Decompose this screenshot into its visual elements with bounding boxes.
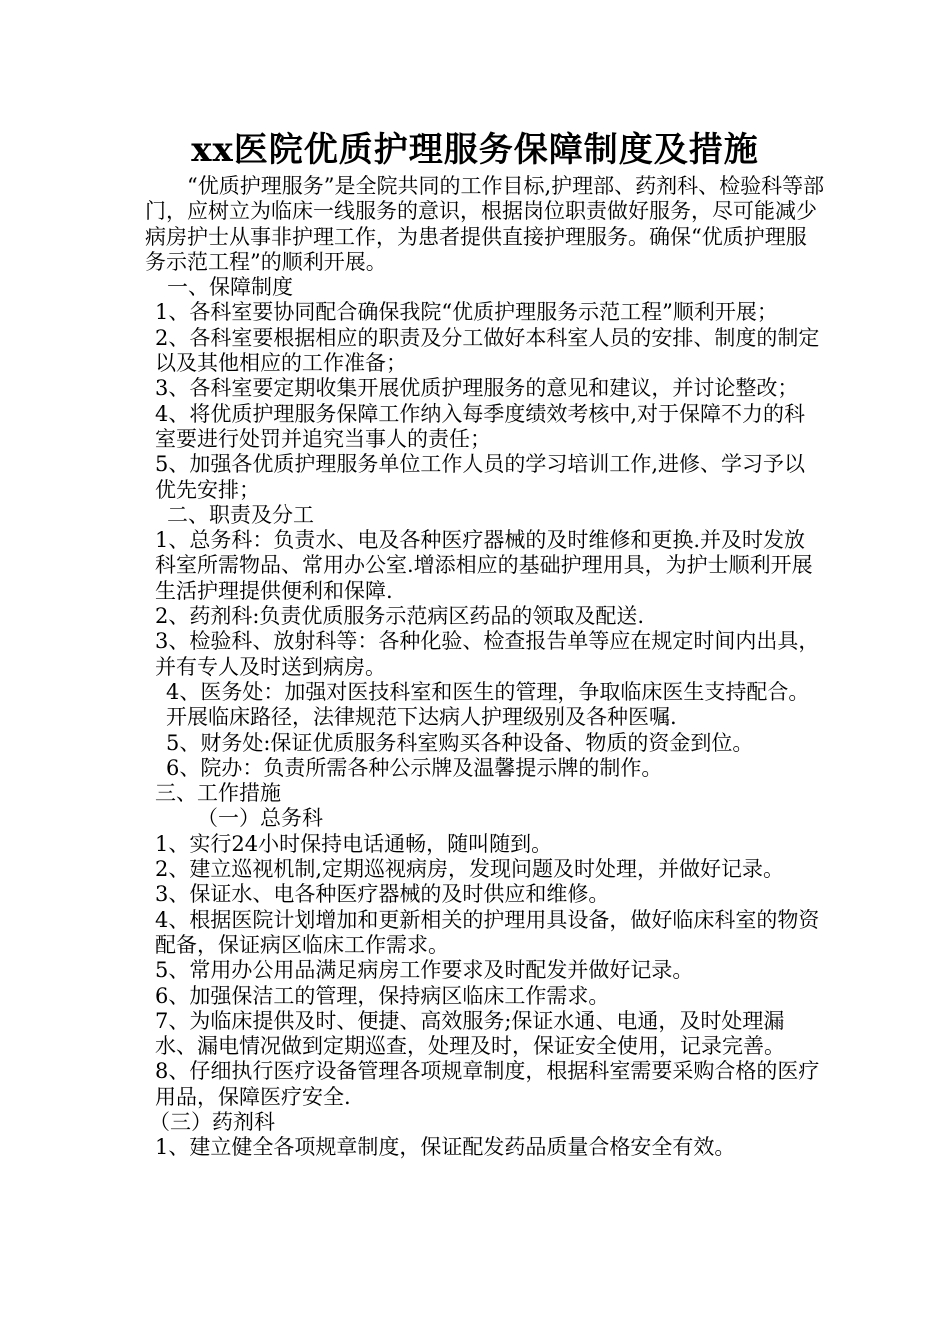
sub1-item: 4、根据医院计划增加和更新相关的护理用具设备，做好临床科室的物资配备，保证病区临床工作需求。: [155, 907, 820, 957]
sub1-item: 1、实行24小时保持电话通畅，随叫随到。: [155, 831, 553, 856]
section1-heading: 一、保障制度: [167, 275, 293, 300]
document-title: xx医院优质护理服务保障制度及措施: [191, 130, 759, 170]
section3-sub1-heading: （一）总务科: [197, 806, 323, 831]
section2-heading: 二、职责及分工: [167, 502, 314, 527]
section3-heading: 三、工作措施: [155, 781, 281, 806]
section1-item: 1、各科室要协同配合确保我院“优质护理服务示范工程”顺利开展；: [155, 300, 778, 325]
section2-item: 5、财务处:保证优质服务科室购买各种设备、物质的资金到位。: [166, 730, 754, 755]
section3-sub3-heading: （三）药剂科: [149, 1109, 275, 1134]
sub3-item: 1、建立健全各项规章制度，保证配发药品质量合格安全有效。: [155, 1135, 736, 1160]
section1-item: 5、加强各优质护理服务单位工作人员的学习培训工作,进修、学习予以优先安排；: [155, 452, 806, 502]
document-body: [145, 174, 825, 1161]
sub1-item: 5、常用办公用品满足病房工作要求及时配发并做好记录。: [155, 958, 694, 983]
section1-item: 4、将优质护理服务保障工作纳入每季度绩效考核中,对于保障不力的科室要进行处罚并追究当事人的责任；: [155, 401, 806, 451]
section1-item: 3、各科室要定期收集开展优质护理服务的意见和建议，并讨论整改；: [155, 376, 799, 401]
section2-item: 3、检验科、放射科等：各种化验、检查报告单等应在规定时间内出具，并有专人及时送到病房。: [155, 629, 820, 679]
sub1-item: 7、为临床提供及时、便捷、高效服务;保证水通、电通，及时处理漏水、漏电情况做到定期巡查，处理及时，保证安全使用，记录完善。: [155, 1008, 785, 1059]
sub1-item: 6、加强保洁工的管理，保持病区临床工作需求。: [155, 983, 610, 1008]
sub1-item: 2、建立巡视机制,定期巡视病房，发现问题及时处理，并做好记录。: [155, 857, 785, 882]
section2-item: 1、总务科：负责水、电及各种医疗器械的及时维修和更换.并及时发放科室所需物品、常用办公室.增添相应的基础护理用具，为护士顺利开展生活护理提供便利和保障.: [155, 528, 813, 603]
section2-item: 2、药剂科:负责优质服务示范病区药品的领取及配送.: [155, 604, 645, 629]
section1-item: 2、各科室要根据相应的职责及分工做好本科室人员的安排、制度的制定以及其他相应的工作准备；: [155, 325, 820, 376]
section2-item: 6、院办：负责所需各种公示牌及温馨提示牌的制作。: [166, 755, 663, 780]
sub1-item: 3、保证水、电各种医疗器械的及时供应和维修。: [155, 882, 610, 907]
intro-paragraph: “优质护理服务”是全院共同的工作目标,护理部、药剂科、检验科等部门，应树立为临床一线服务的意识，根据岗位职责做好服务，尽可能减少病房护士从事非护理工作，为患者提供直接护理服务。确保“优质护理服务示范工程”的顺利开展。: [145, 174, 825, 274]
section2-item: 4、医务处：加强对医技科室和医生的管理，争取临床医生支持配合。开展临床路径，法律规范下达病人护理级别及各种医嘱.: [166, 679, 810, 730]
sub1-item: 8、仔细执行医疗设备管理各项规章制度，根据科室需要采购合格的医疗用品，保障医疗安全.: [155, 1059, 820, 1109]
